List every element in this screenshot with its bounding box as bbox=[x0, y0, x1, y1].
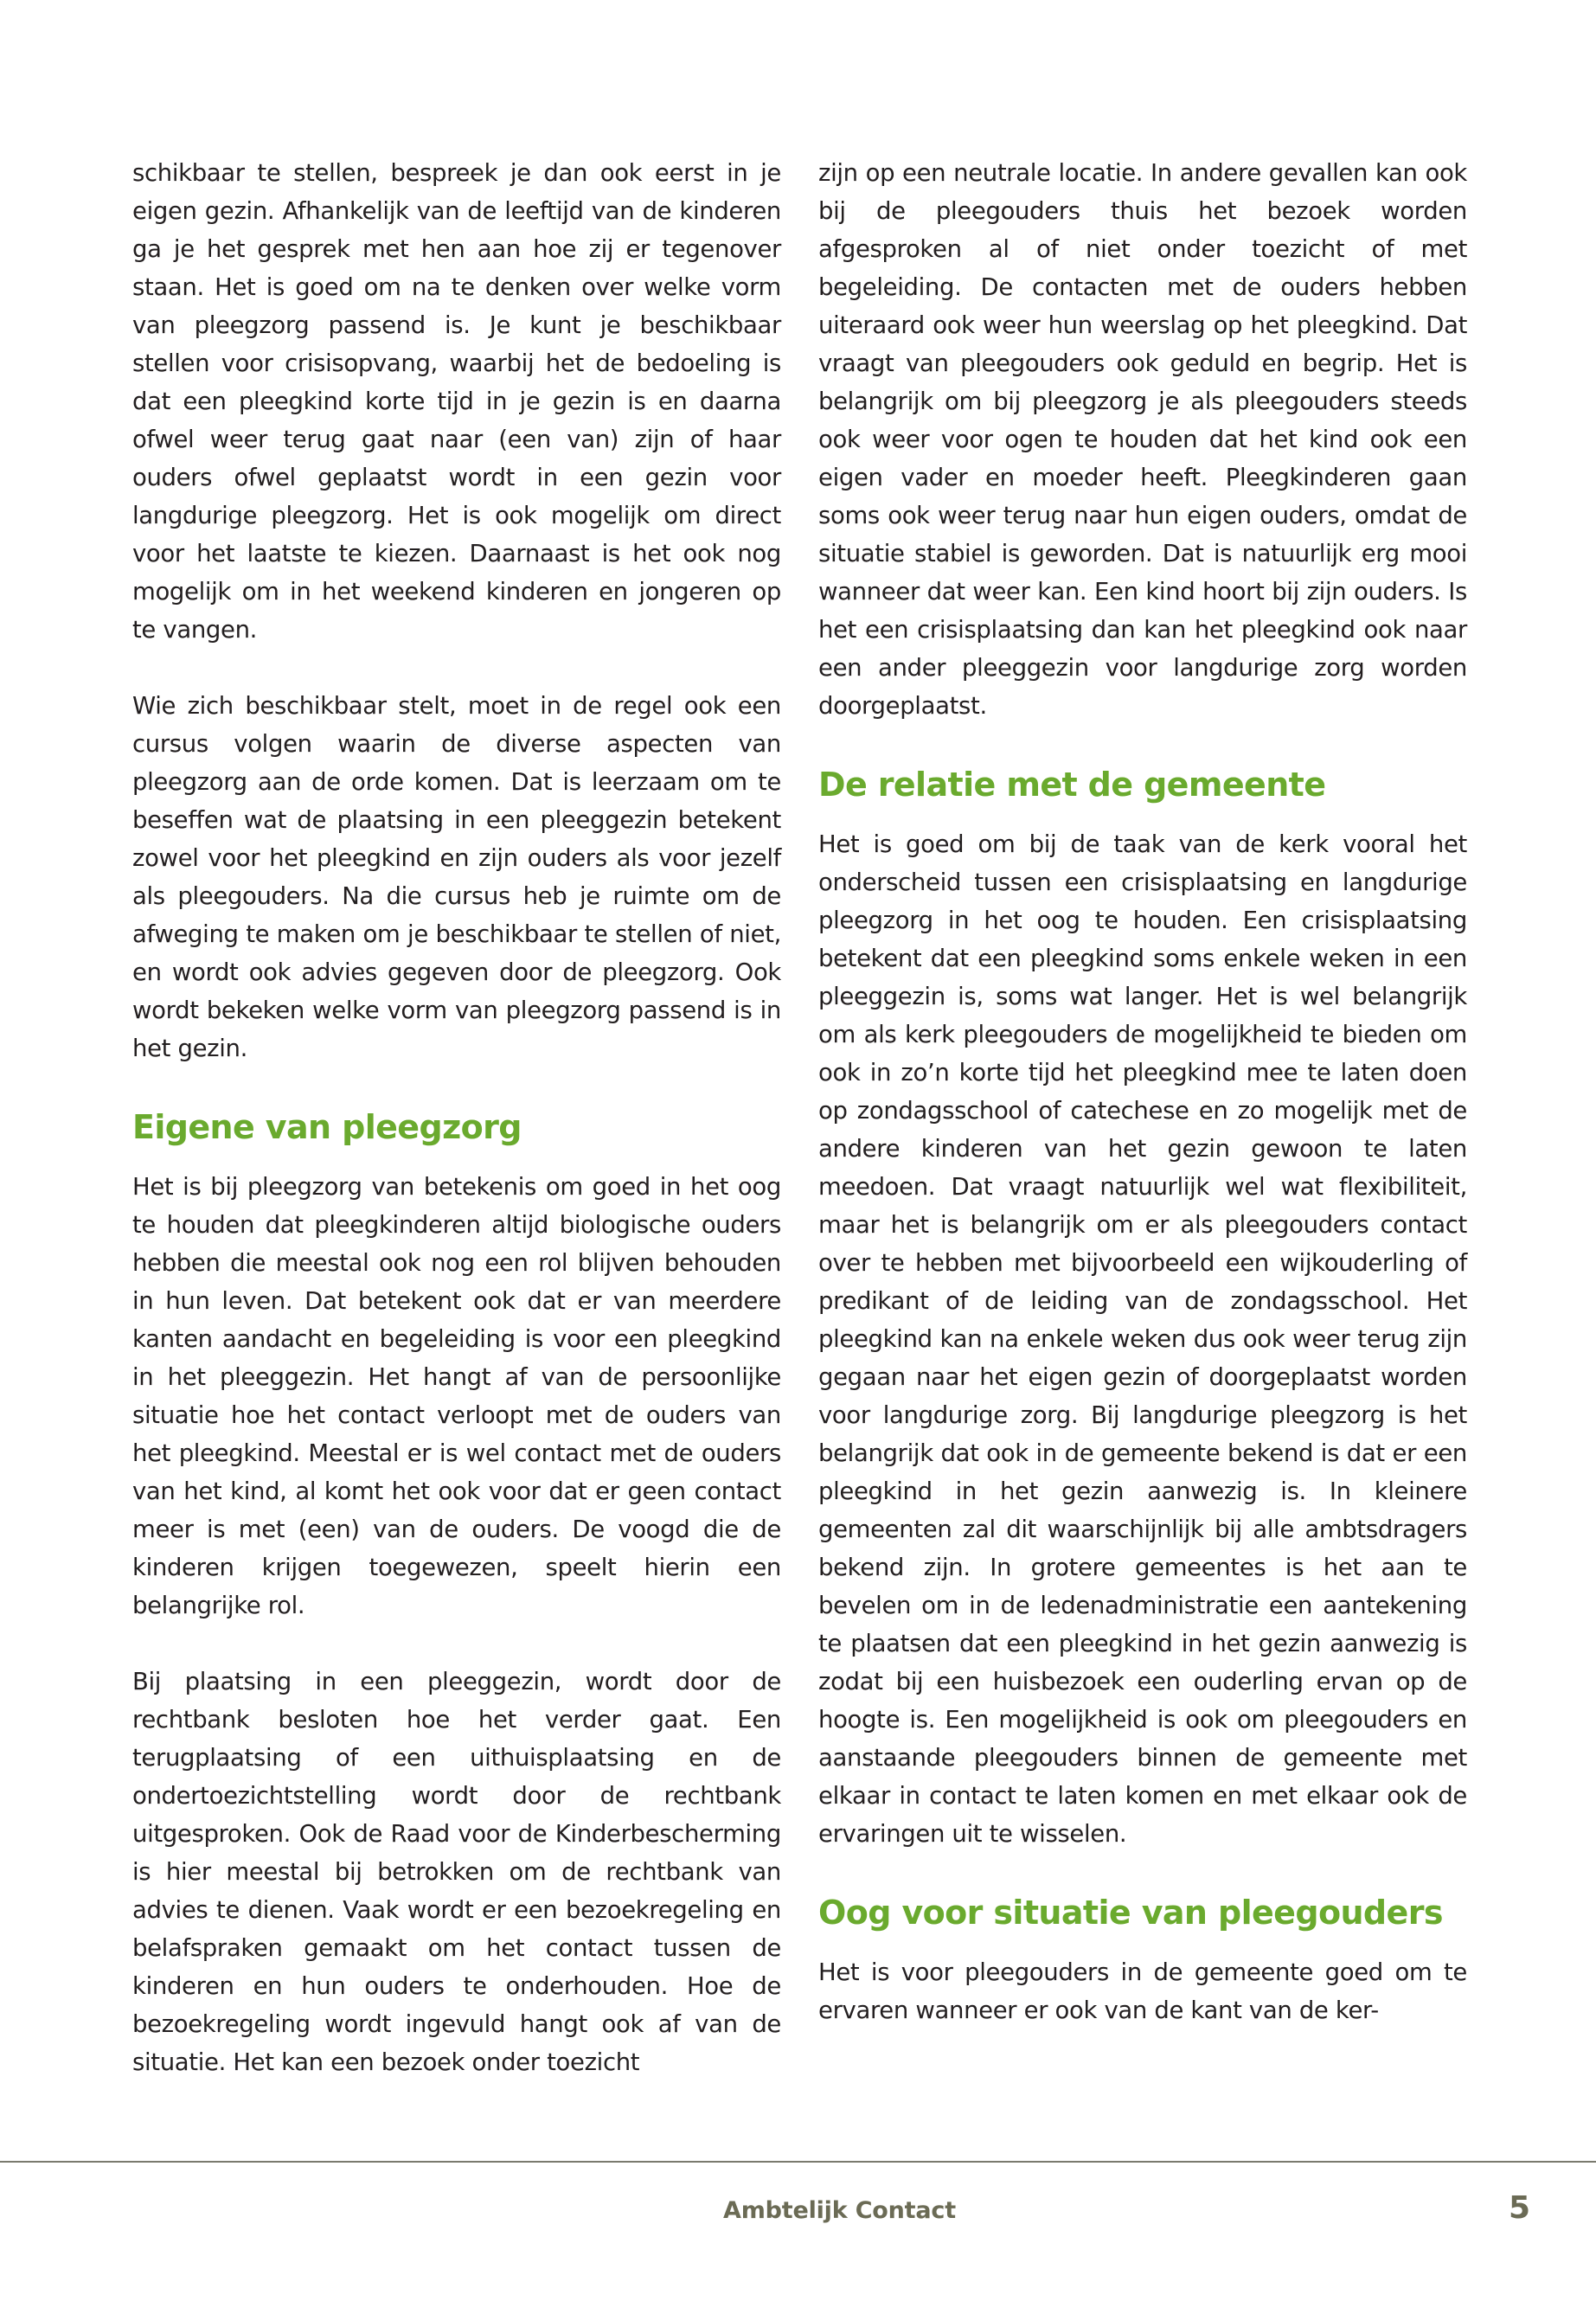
paragraph: Het is goed om bij de taak van de kerk vooral het onderscheid tussen een crisisplaatsing en langdurige pleegzorg in het oog te houden. Een crisisplaatsing betekent dat een pleegkind soms enkele weken in een pleeggezin is, soms wat langer. Het is wel belangrijk om als kerk pleegouders de mogelijkheid te bieden om ook in zo’n korte tijd het pleegkind mee te laten doen op zondagsschool of catechese en zo mogelijk met de andere kinderen van het gezin gewoon te laten meedoen. Dat vraagt natuurlijk wel wat flexibiliteit, maar het is belangrijk om er als pleegouders contact over te hebben met bijvoorbeeld een wijkouderling of predikant of de leiding van de zondagsschool. Het pleegkind kan na enkele weken dus ook weer terug zijn gegaan naar het eigen gezin of doorgeplaatst worden voor langdurige zorg. Bij langdurige pleegzorg is het belangrijk dat ook in de gemeente bekend is dat er een pleegkind in het gezin aanwezig is. In kleinere gemeenten zal dit waarschijnlijk bij alle ambtsdragers bekend zijn. In grotere gemeentes is het aan te bevelen om in de ledenadministratie een aantekening te plaatsen dat een pleegkind in het gezin aanwezig is zodat bij een huisbezoek een ouderling ervan op de hoogte is. Een mogelijkheid is ook om pleegouders en aanstaande pleegouders binnen de gemeente met elkaar in contact te laten komen en met elkaar ook de ervaringen uit te wisselen. bbox=[818, 830, 1467, 1848]
footer-divider bbox=[0, 2161, 1596, 2163]
paragraph: zijn op een neutrale locatie. In andere gevallen kan ook bij de pleegouders thuis het bezoek worden afgesproken al of niet onder toezicht of met begeleiding. De contacten met de ouders hebben uiteraard ook weer hun weerslag op het pleegkind. Dat vraagt van pleegouders ook geduld en begrip. Het is belangrijk om bij pleegzorg je als pleegouders steeds ook weer voor ogen te houden dat het kind ook een eigen vader en moeder heeft. Pleegkinderen gaan soms ook weer terug naar hun eigen ouders, omdat de situatie stabiel is geworden. Dat is natuurlijk erg mooi wanneer dat weer kan. Een kind hoort bij zijn ouders. Is het een crisisplaatsing dan kan het pleegkind ook naar een ander pleeggezin voor langdurige zorg worden doorgeplaatst. bbox=[818, 159, 1467, 720]
right-column bbox=[818, 154, 1467, 2067]
footer-publication-title: Ambtelijk Contact bbox=[723, 2197, 956, 2224]
left-column bbox=[132, 154, 781, 2119]
paragraph: Wie zich beschikbaar stelt, moet in de regel ook een cursus volgen waarin de diverse aspecten van pleegzorg aan de orde komen. Dat is leerzaam om te beseffen wat de plaatsing in een pleeggezin betekent zowel voor het pleegkind en zijn ouders als voor jezelf als pleegouders. Na die cursus heb je ruimte om de afweging te maken om je beschikbaar te stellen of niet, en wordt ook advies gegeven door de pleegzorg. Ook wordt bekeken welke vorm van pleegzorg passend is in het gezin. bbox=[132, 692, 781, 1062]
paragraph: Het is voor pleegouders in de gemeente goed om te ervaren wanneer er ook van de kant van de ker- bbox=[818, 1958, 1467, 2024]
paragraph: Bij plaatsing in een pleeggezin, wordt door de rechtbank besloten hoe het verder gaat. Een terugplaatsing of een uithuisplaatsing en de ondertoezichtstelling wordt door de rechtbank uitgesproken. Ook de Raad voor de Kinderbescherming is hier meestal bij betrokken om de rechtbank van advies te dienen. Vaak wordt er een bezoekregeling en belafspraken gemaakt om het contact tussen de kinderen en hun ouders te onderhouden. Hoe de bezoekregeling wordt ingevuld hangt ook af van de situatie. Het kan een bezoek onder toezicht bbox=[132, 1668, 781, 2076]
page-number: 5 bbox=[1509, 2190, 1531, 2226]
section-heading-relatie-met-gemeente: De relatie met de gemeente bbox=[818, 766, 1326, 804]
paragraph: schikbaar te stellen, bespreek je dan ook eerst in je eigen gezin. Afhankelijk van de leeftijd van de kinderen ga je het gesprek met hen aan hoe zij er tegenover staan. Het is goed om na te denken over welke vorm van pleegzorg passend is. Je kunt je beschikbaar stellen voor crisisopvang, waarbij het de bedoeling is dat een pleegkind korte tijd in je gezin is en daarna ofwel weer terug gaat naar (een van) zijn of haar ouders ofwel geplaatst wordt in een gezin voor langdurige pleegzorg. Het is ook mogelijk om direct voor het laatste te kiezen. Daarnaast is het ook nog mogelijk om in het weekend kinderen en jongeren op te vangen. bbox=[132, 159, 781, 644]
section-heading-oog-voor-situatie: Oog voor situatie van pleegouders bbox=[818, 1894, 1443, 1932]
section-heading-eigene-van-pleegzorg: Eigene van pleegzorg bbox=[132, 1108, 522, 1146]
paragraph: Het is bij pleegzorg van betekenis om goed in het oog te houden dat pleegkinderen altijd biologische ouders hebben die meestal ook nog een rol blijven behouden in hun leven. Dat betekent ook dat er van meerdere kanten aandacht en begeleiding is voor een pleegkind in het pleeggezin. Het hangt af van de persoonlijke situatie hoe het contact verloopt met de ouders van het pleegkind. Meestal er is wel contact met de ouders van het kind, al komt het ook voor dat er geen contact meer is met (een) van de ouders. De voogd die de kinderen krijgen toegewezen, speelt hierin een belangrijke rol. bbox=[132, 1173, 781, 1619]
